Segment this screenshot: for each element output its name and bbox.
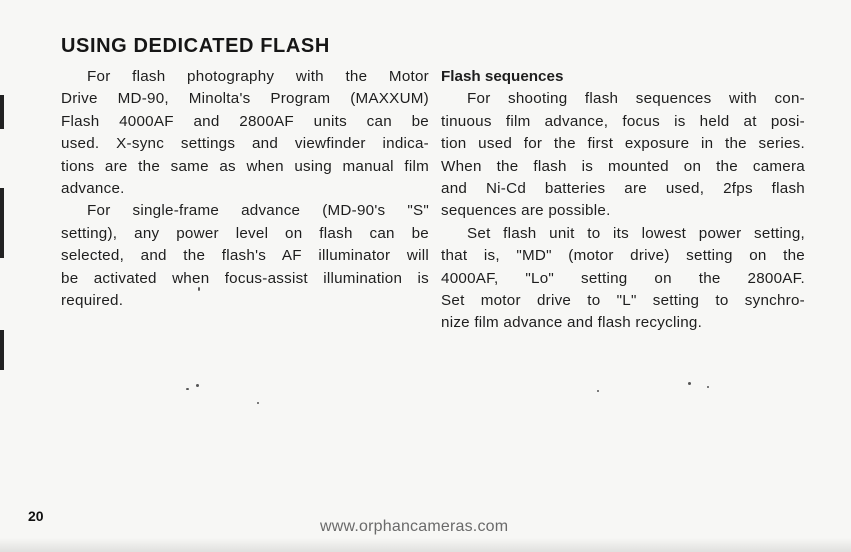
scan-speck bbox=[186, 388, 189, 390]
text-line: setting), any power level on flash can be bbox=[61, 224, 429, 242]
text-line: Set flash unit to its lowest power setting, bbox=[467, 224, 805, 242]
text-line: Flash 4000AF and 2800AF units can be bbox=[61, 112, 429, 130]
page-number: 20 bbox=[28, 508, 44, 524]
scan-speck bbox=[198, 287, 200, 291]
text-line: Set motor drive to "L" setting to synchro- bbox=[441, 291, 805, 309]
right-paragraph-1 bbox=[441, 88, 805, 222]
text-line: For shooting flash sequences with con- bbox=[467, 90, 805, 108]
text-line: When the flash is mounted on the camera bbox=[441, 157, 805, 175]
text-line: advance. bbox=[61, 179, 125, 197]
text-line: tion used for the first exposure in the series. bbox=[441, 135, 805, 153]
text-line: that is, "MD" (motor drive) setting on the bbox=[441, 247, 805, 265]
text-line: Drive MD-90, Minolta's Program (MAXXUM) bbox=[61, 90, 429, 108]
text-line: be activated when focus-assist illumination is bbox=[61, 269, 429, 287]
left-paragraph-2 bbox=[61, 200, 429, 312]
scan-edge-mark bbox=[0, 95, 4, 129]
scan-bottom-noise bbox=[0, 538, 851, 552]
scan-edge-mark bbox=[0, 188, 4, 258]
text-line: sequences are possible. bbox=[441, 202, 611, 220]
scan-speck bbox=[196, 384, 199, 387]
text-line: selected, and the flash's AF illuminator will bbox=[61, 247, 429, 265]
scan-edge-mark bbox=[0, 330, 4, 370]
text-line: and Ni-Cd batteries are used, 2fps flash bbox=[441, 179, 805, 197]
text-line: 4000AF, "Lo" setting on the 2800AF. bbox=[441, 269, 805, 287]
right-column bbox=[441, 66, 805, 335]
left-paragraph-1 bbox=[61, 66, 429, 200]
text-line: nize film advance and flash recycling. bbox=[441, 314, 703, 332]
text-line: required. bbox=[61, 291, 124, 309]
scan-speck bbox=[257, 402, 259, 404]
text-line: tinuous film advance, focus is held at posi- bbox=[441, 112, 805, 130]
text-line: used. X-sync settings and viewfinder indica- bbox=[61, 135, 429, 153]
text-line: For single-frame advance (MD-90's "S" bbox=[87, 202, 429, 220]
scan-speck bbox=[597, 390, 599, 392]
scan-speck bbox=[707, 386, 709, 388]
page-heading: USING DEDICATED FLASH bbox=[61, 35, 330, 57]
scan-speck bbox=[688, 382, 691, 385]
source-watermark: www.orphancameras.com bbox=[320, 518, 509, 535]
text-line: For flash photography with the Motor bbox=[87, 68, 429, 85]
text-line: tions are the same as when using manual film bbox=[61, 157, 429, 175]
section-subheading: Flash sequences bbox=[441, 68, 564, 85]
right-paragraph-2 bbox=[441, 223, 805, 335]
left-column bbox=[61, 66, 429, 312]
